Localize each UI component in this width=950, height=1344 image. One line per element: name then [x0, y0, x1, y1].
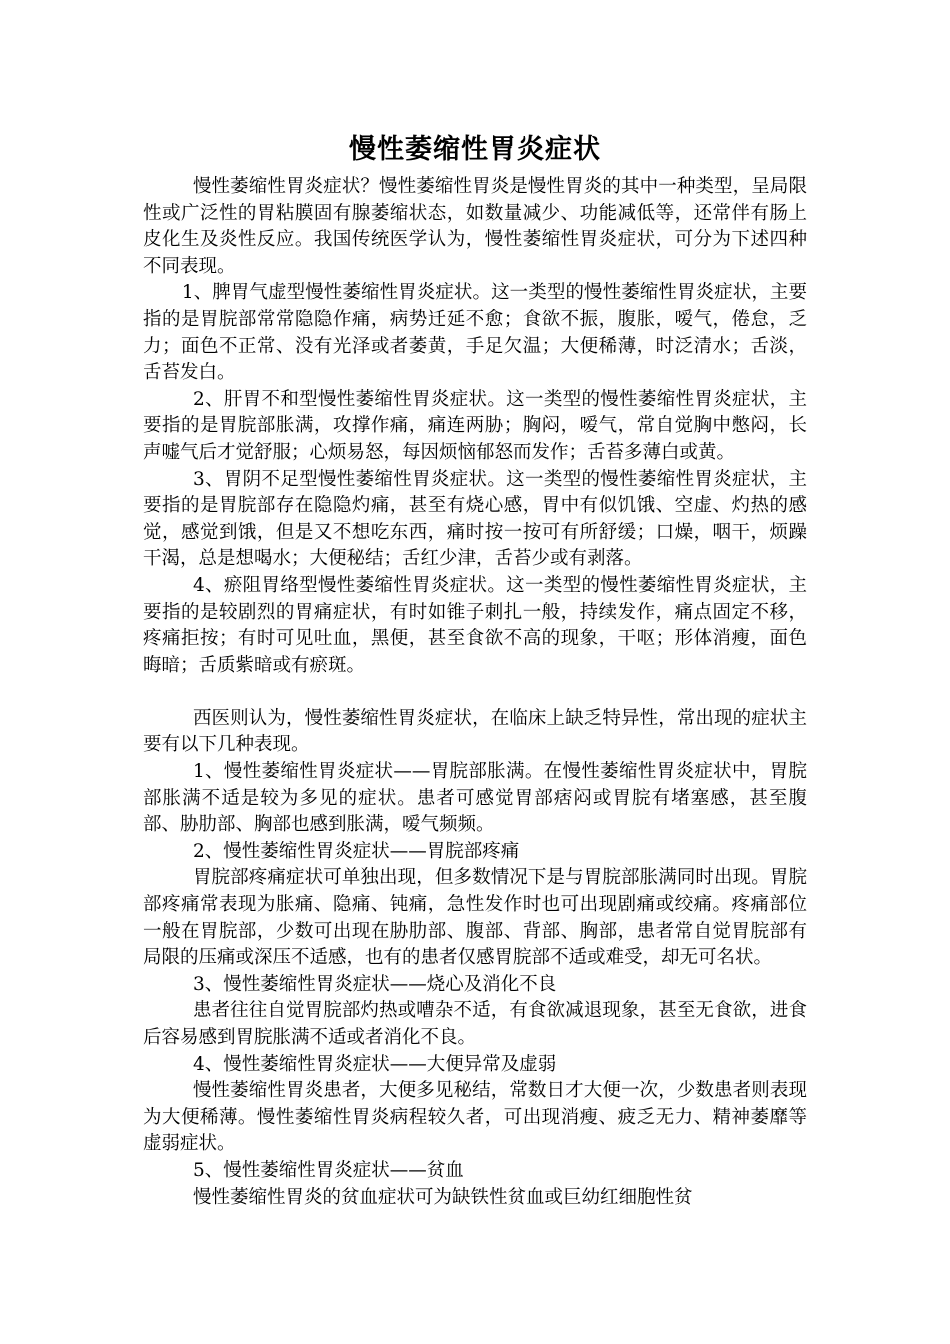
heading-symptom-3: 3、慢性萎缩性胃炎症状——烧心及消化不良: [192, 973, 557, 995]
document-title: 慢性萎缩性胃炎症状: [349, 134, 601, 165]
paragraph-symptom-5: 慢性萎缩性胃炎的贫血症状可为缺铁性贫血或巨幼红细胞性贫: [192, 1186, 693, 1208]
paragraph-symptom-3: 患者往往自觉胃脘部灼热或嘈杂不适，有食欲减退现象，甚至无食欲，进食后容易感到胃脘胀满不适或者消化不良。: [143, 1000, 807, 1048]
paragraph-western-intro: 西医则认为，慢性萎缩性胃炎症状，在临床上缺乏特异性，常出现的症状主要有以下几种表现。: [143, 707, 807, 756]
paragraph-tcm-type-2: 2、肝胃不和型慢性萎缩性胃炎症状。这一类型的慢性萎缩性胃炎症状，主要指的是胃脘部胀满，攻撑作痛，痛连两胁；胸闷，嗳气，常自觉胸中憋闷，长声嘘气后才觉舒服；心烦易怒，每因烦恼郁怒而发作；舌苔多薄白或黄。: [143, 388, 807, 463]
paragraph-tcm-type-4: 4、瘀阻胃络型慢性萎缩性胃炎症状。这一类型的慢性萎缩性胃炎症状，主要指的是较剧烈的胃痛症状，有时如锥子刺扎一般，持续发作，痛点固定不移，疼痛拒按；有时可见吐血，黑便，甚至食欲不高的现象，干呕；形体消瘦，面色晦暗；舌质紫暗或有瘀斑。: [143, 574, 807, 676]
heading-symptom-5: 5、慢性萎缩性胃炎症状——贫血: [192, 1159, 464, 1181]
paragraph-intro: 慢性萎缩性胃炎症状？慢性萎缩性胃炎是慢性胃炎的其中一种类型，呈局限性或广泛性的胃粘膜固有腺萎缩状态，如数量减少、功能减低等，还常伴有肠上皮化生及炎性反应。我国传统医学认为，慢性萎缩性胃炎症状，可分为下述四种不同表现。: [143, 176, 807, 277]
paragraph-tcm-type-3: 3、胃阴不足型慢性萎缩性胃炎症状。这一类型的慢性萎缩性胃炎症状，主要指的是胃脘部存在隐隐灼痛，甚至有烧心感，胃中有似饥饿、空虚、灼热的感觉，感觉到饿，但是又不想吃东西，痛时按一按可有所舒缓；口燥，咽干，烦躁干渴，总是想喝水；大便秘结；舌红少津，舌苔少或有剥落。: [143, 468, 807, 570]
paragraph-tcm-type-1: 1、脾胃气虚型慢性萎缩性胃炎症状。这一类型的慢性萎缩性胃炎症状，主要指的是胃脘部常常隐隐作痛，病势迁延不愈；食欲不振，腹胀，嗳气，倦怠，乏力；面色不正常、没有光泽或者萎黄，手足欠温；大便稀薄，时泛清水；舌淡，舌苔发白。: [143, 282, 807, 384]
blank-line: [143, 679, 807, 706]
document-page: [143, 128, 807, 1211]
paragraph-symptom-4: 慢性萎缩性胃炎患者，大便多见秘结，常数日才大便一次，少数患者则表现为大便稀薄。慢性萎缩性胃炎病程较久者，可出现消瘦、疲乏无力、精神萎靡等虚弱症状。: [143, 1080, 807, 1155]
paragraph-symptom-2: 胃脘部疼痛症状可单独出现，但多数情况下是与胃脘部胀满同时出现。胃脘部疼痛常表现为胀痛、隐痛、钝痛，急性发作时也可出现剧痛或绞痛。疼痛部位一般在胃脘部，少数可出现在胁肋部、腹部、背部、胸部，患者常自觉胃脘部有局限的压痛或深压不适感，也有的患者仅感胃脘部不适或难受，却无可名状。: [143, 867, 807, 969]
paragraph-symptom-1: 1、慢性萎缩性胃炎症状——胃脘部胀满。在慢性萎缩性胃炎症状中，胃脘部胀满不适是较为多见的症状。患者可感觉胃部痞闷或胃脘有堵塞感，甚至腹部、胁肋部、胸部也感到胀满，嗳气频频。: [143, 761, 807, 836]
heading-symptom-2: 2、慢性萎缩性胃炎症状——胃脘部疼痛: [192, 840, 520, 862]
heading-symptom-4: 4、慢性萎缩性胃炎症状——大便异常及虚弱: [192, 1053, 557, 1075]
